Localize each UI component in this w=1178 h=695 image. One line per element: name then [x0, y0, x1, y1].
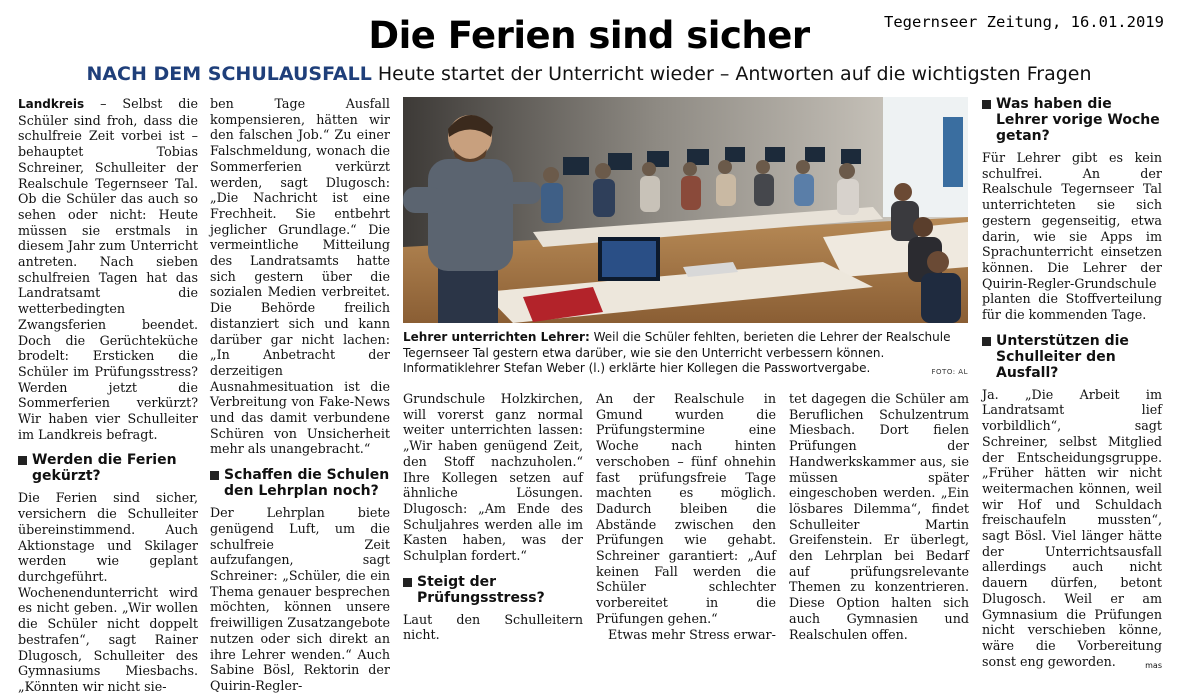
- article-column-4: [596, 391, 776, 642]
- square-bullet-icon: [982, 337, 991, 346]
- caption-text: Weil die Schüler fehlten, berieten die Lehrer der Realschule Tegernseer Tal gestern etwa darüber, wie sie den Unterricht verbessern können. Informatiklehrer Stefan Weber (l.) erklärte hier Kollegen die Passwortvergabe.: [403, 330, 951, 376]
- subheading: [18, 452, 198, 484]
- paragraph: Laut den Schulleitern nicht.: [403, 611, 583, 643]
- paragraph: Die Ferien sind sicher, versichern die Schulleiter übereinstimmend. Auch Aktionstage und Skilager werden wie geplant durchgeführt. Wochenendunterricht wird es nicht geben. „Wir wollen die Schüler nicht doppelt bestrafen“, sagt Rainer Dlugosch, Schulleiter des Gymnasiums Miesbachs. „Könnten wir nicht sie-: [18, 490, 198, 694]
- subheading: [982, 333, 1162, 381]
- classroom-photo: [403, 97, 968, 323]
- paragraph: ben Tage Ausfall kompensieren, hätten wir den falschen Job.“ Zu einer Falschmeldung, wonach die Sommerferien verkürzt werden, sagt Dlugosch: „Die Nachricht ist eine Frechheit. Sie entbehrt jeglicher Grundlage.“ Die vermeintliche Mitteilung des Landratsamts hatte sich gestern über die sozialen Medien verbreitet. Die Behörde freilich distanziert sich und kann darüber gar nicht lachen: „In Anbetracht der derzeitigen Ausnahmesituation ist die Verbreitung von Fake-News und das damit verbundene Schüren von Unsicherheit mehr als unangebracht.“: [210, 96, 390, 457]
- article-column-6: [982, 96, 1162, 673]
- caption-lead: Lehrer unterrichten Lehrer:: [403, 330, 590, 344]
- square-bullet-icon: [982, 100, 991, 109]
- subheadline: [0, 63, 1178, 85]
- subheading-text: Schaffen die Schulen den Lehrplan noch?: [224, 467, 390, 500]
- paragraph: [18, 96, 198, 442]
- subheading-text: Was haben die Lehrer vorige Woche getan?: [996, 96, 1160, 144]
- photo-credit: FOTO: AL: [931, 368, 968, 377]
- paragraph: Für Lehrer gibt es kein schulfrei. An der Realschule Tegernseer Tal unterrichteten sie sich gestern gegenseitig, etwa darin, wie sie Apps im Sprachunterricht einsetzen können. Die Lehrer der Quirin-Regler-Grundschule planten die Stoffverteilung für die kommenden Tage.: [982, 150, 1162, 323]
- article-column-1: [18, 96, 198, 695]
- photo-caption: [403, 330, 968, 381]
- kicker: NACH DEM SCHULAUSFALL: [86, 63, 372, 85]
- subheading: [982, 96, 1162, 144]
- paragraph: An der Realschule in Gmund wurden die Prüfungstermine eine Woche nach hinten verschoben – fünf ohnehin fast prüfungsfreie Tage machten es möglich. Dadurch bleiben die Abstände zwischen den Prüfungen wie gehabt. Schreiner garantiert: „Auf keinen Fall werden die Schüler schlechter vorbereitet in die Prüfungen gehen.“: [596, 391, 776, 626]
- subline-text: Heute startet der Unterricht wieder – Antworten auf die wichtigsten Fragen: [371, 63, 1092, 85]
- subheading-text: Unterstützen die Schulleiter den Ausfall?: [996, 332, 1129, 381]
- paragraph: Grundschule Holzkirchen, will vorerst ganz normal weiter unterrichten lassen: „Wir haben genügend Zeit, den Stoff nachzuholen.“ Ihre Kollegen setzen auf ähnliche Lösungen. Dlugosch: „Am Ende des Schuljahres werden alle im Kasten haben, was der Schulplan fordert.“: [403, 391, 583, 564]
- paragraph: [982, 387, 1162, 670]
- article-column-3: [403, 391, 583, 643]
- article-column-2: [210, 96, 390, 694]
- paragraph: Der Lehrplan biete genügend Luft, um die schulfreie Zeit aufzufangen, sagt Schreiner: „Schüler, die ein Thema genauer besprechen möchten, können unsere freiwilligen Zusatzangebote nutzen oder sich direkt an ihre Lehrer wenden.“ Auch Sabine Bösl, Rektorin der Quirin-Regler-: [210, 505, 390, 693]
- subheading-text: Werden die Ferien gekürzt?: [32, 452, 177, 485]
- classroom-photo-icon: [403, 97, 968, 323]
- headline: Die Ferien sind sicher: [368, 14, 810, 57]
- paragraph-text: – Selbst die Schüler sind froh, dass die schulfreie Zeit vorbei ist – behauptet Tobias Schreiner, Schulleiter der Realschule Tegernseer Tal. Ob die Schüler das auch so sehen oder nicht: Heute müssen sie erstmals in diesem Jahr zum Unterricht antreten. Nach sieben schulfreien Tagen hat das Landratsamt die wetterbedingten Zwangsferien beendet. Doch die Gerüchteküche brodelt: Ersticken die Schüler im Prüfungsstress? Werden jetzt die Sommerferien verkürzt? Wir haben vier Schulleiter im Landkreis befragt.: [18, 96, 198, 442]
- square-bullet-icon: [18, 456, 27, 465]
- subheading-text: Steigt der Prüfungsstress?: [417, 573, 545, 606]
- newspaper-source: Tegernseer Zeitung, 16.01.2019: [884, 13, 1164, 31]
- paragraph-text: Ja. „Die Arbeit im Landratsamt lief vorbildlich“, sagt Schreiner, selbst Mitglied der Entscheidungsgruppe. „Früher hätten wir nicht weitermachen können, weil wir Hof und Schuldach freischaufeln mussten“, sagt Bösl. Viel länger hätte der Unterrichtsausfall allerdings auch nicht dauern dürfen, betont Dlugosch. Weil er am Gymnasium die Prüfungen nicht verschieben könne, wäre die Vorbereitung sonst eng geworden.: [982, 386, 1162, 669]
- square-bullet-icon: [210, 471, 219, 480]
- paragraph: tet dagegen die Schüler am Beruflichen Schulzentrum Miesbach. Dort fielen Prüfungen der Handwerkskammer aus, sie müssen später eingeschoben werden. „Ein lösbares Dilemma“, findet Schulleiter Martin Greifenstein. Er überlegt, den Lehrplan bei Bedarf auf prüfungsrelevante Themen zu konzentrieren. Diese Option halten sich auch Gymnasien und Realschulen offen.: [789, 391, 969, 642]
- article-column-5: [789, 391, 969, 642]
- subheading: [210, 467, 390, 499]
- author-initials: mas: [1145, 660, 1162, 670]
- square-bullet-icon: [403, 578, 412, 587]
- dateline: Landkreis: [18, 97, 85, 111]
- subheading: [403, 574, 583, 606]
- paragraph: Etwas mehr Stress erwar-: [608, 626, 776, 642]
